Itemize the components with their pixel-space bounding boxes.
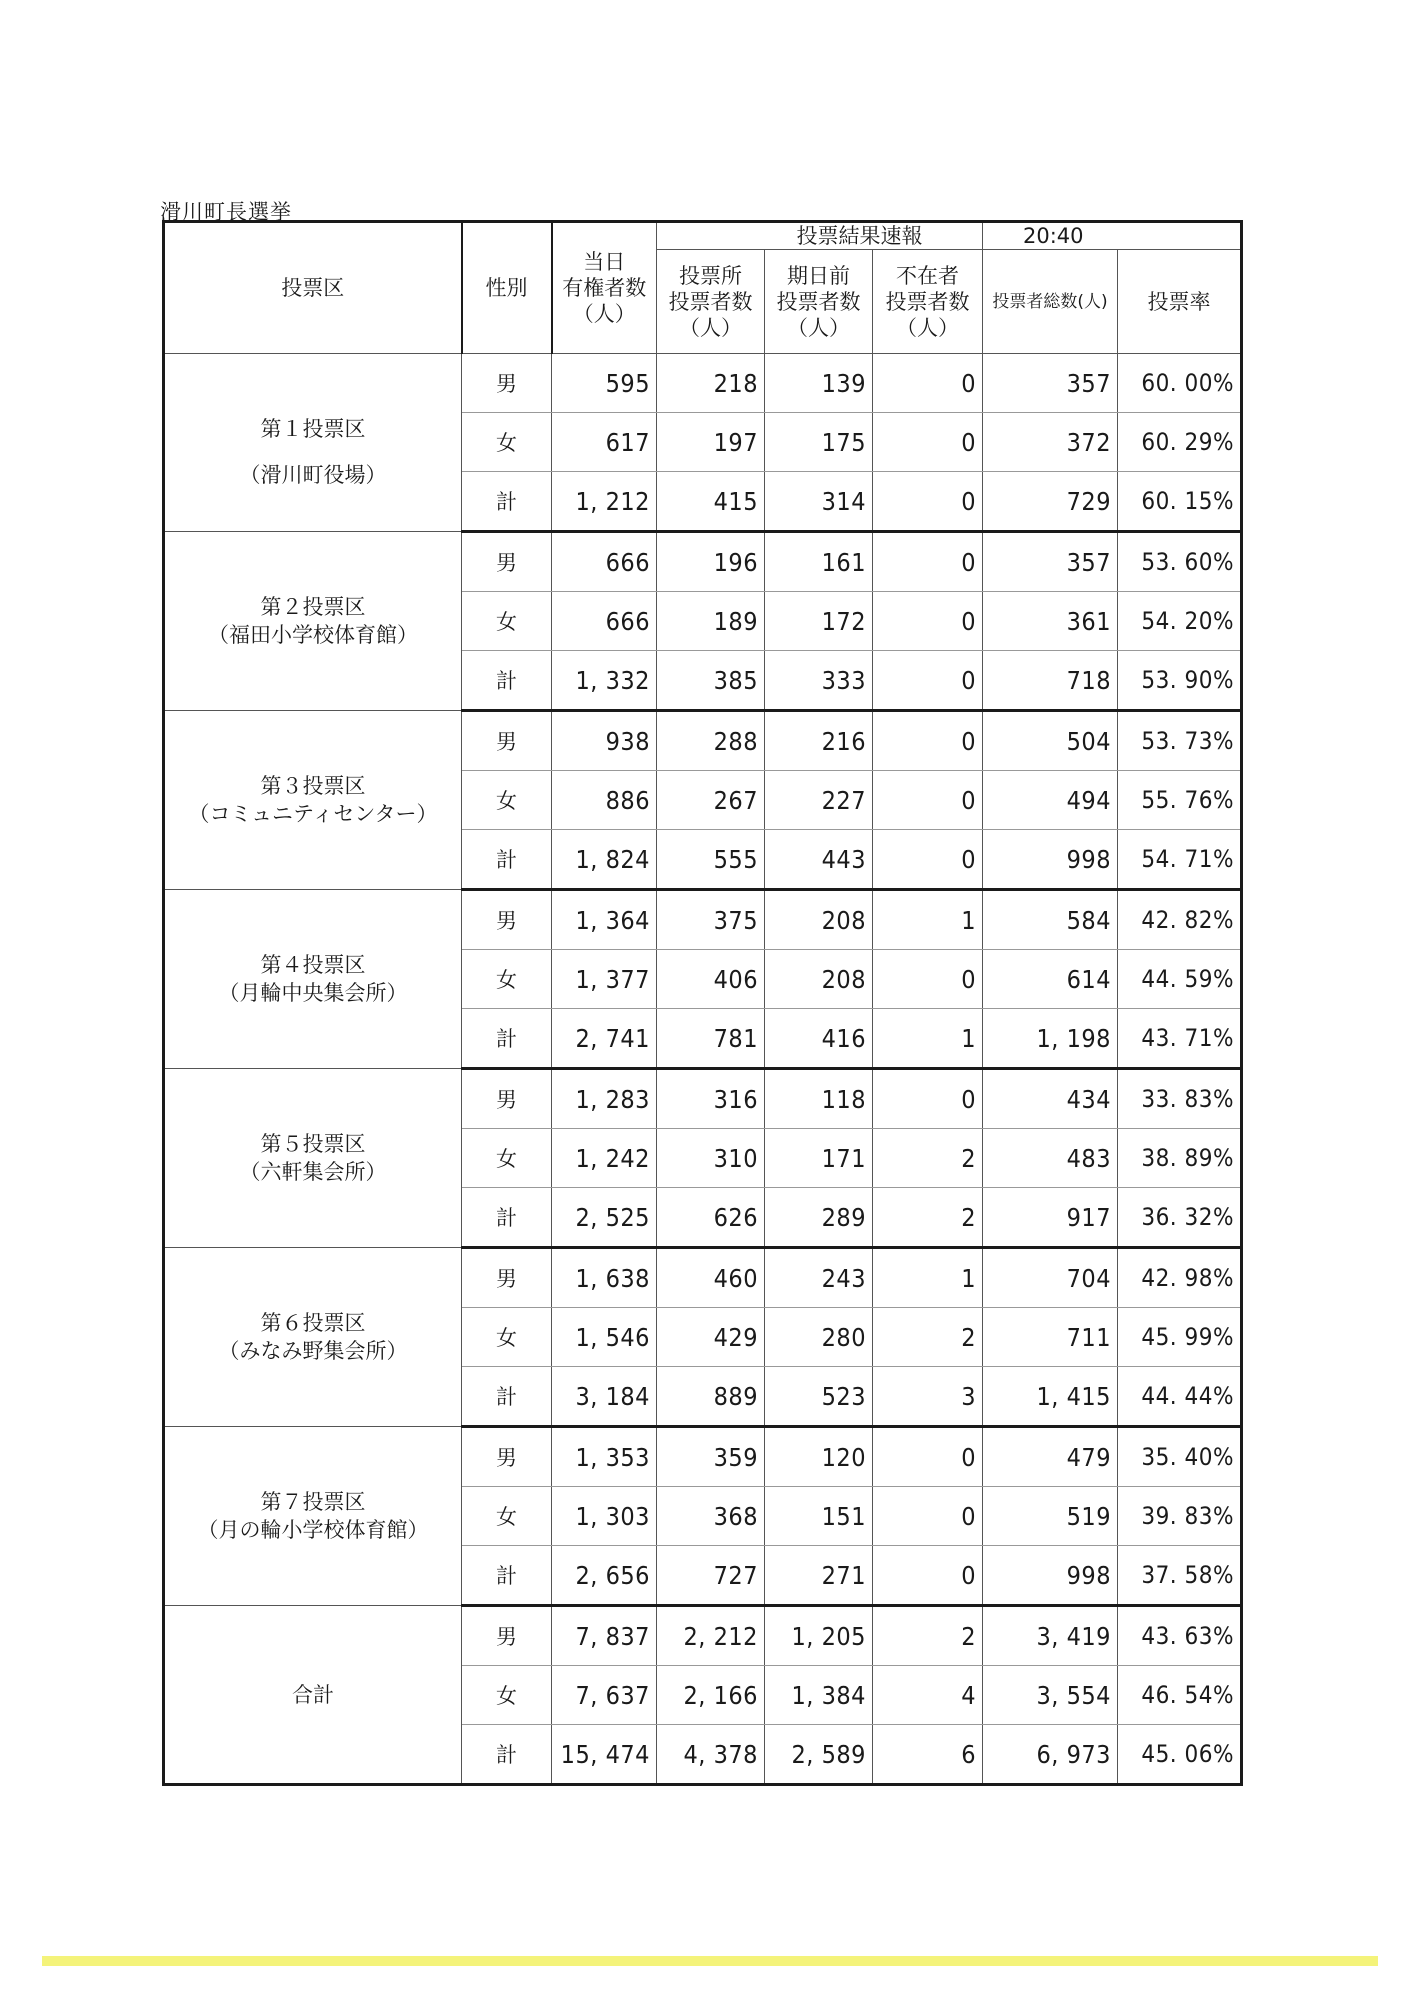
total-cell: 998 [983, 830, 1118, 890]
header-time: 20:40 [983, 222, 1242, 250]
gender-cell: 女 [462, 1129, 552, 1188]
early-cell: 443 [765, 830, 873, 890]
early-cell: 227 [765, 771, 873, 830]
district-cell [164, 532, 462, 711]
early-cell: 280 [765, 1308, 873, 1367]
district-name: 第１投票区 [260, 416, 366, 441]
rate-cell: 44. 59% [1118, 950, 1242, 1009]
polling-cell: 626 [657, 1188, 765, 1248]
district-name: 第３投票区 [260, 774, 366, 798]
total-cell: 479 [983, 1427, 1118, 1487]
table-row [164, 1427, 1242, 1487]
absentee-cell: 0 [873, 771, 983, 830]
gender-cell: 男 [462, 532, 552, 592]
absentee-cell: 2 [873, 1129, 983, 1188]
polling-cell: 197 [657, 413, 765, 472]
gender-cell: 計 [462, 651, 552, 711]
polling-cell: 267 [657, 771, 765, 830]
absentee-cell: 3 [873, 1367, 983, 1427]
electors-cell: 938 [552, 711, 657, 771]
polling-cell: 727 [657, 1546, 765, 1606]
polling-cell: 288 [657, 711, 765, 771]
document-title: 滑川町長選挙 [160, 200, 292, 224]
rate-cell: 60. 15% [1118, 472, 1242, 532]
electors-cell: 595 [552, 354, 657, 413]
rate-cell: 42. 98% [1118, 1248, 1242, 1308]
early-cell: 289 [765, 1188, 873, 1248]
district-place: （六軒集会所） [239, 1160, 387, 1184]
header-absentee-line3: （人） [896, 315, 959, 340]
total-cell: 584 [983, 890, 1118, 950]
total-cell: 614 [983, 950, 1118, 1009]
early-cell: 118 [765, 1069, 873, 1129]
gender-cell: 男 [462, 1427, 552, 1487]
early-cell: 333 [765, 651, 873, 711]
total-cell: 998 [983, 1546, 1118, 1606]
yellow-strip [42, 1956, 1378, 1966]
early-cell: 208 [765, 890, 873, 950]
early-cell: 171 [765, 1129, 873, 1188]
absentee-cell: 0 [873, 1546, 983, 1606]
district-cell [164, 1069, 462, 1248]
table-row [164, 1606, 1242, 1666]
district-cell [164, 1248, 462, 1427]
early-cell: 271 [765, 1546, 873, 1606]
electors-cell: 1, 303 [552, 1487, 657, 1546]
gender-cell: 計 [462, 1188, 552, 1248]
district-cell [164, 890, 462, 1069]
rate-cell: 54. 71% [1118, 830, 1242, 890]
header-absentee [873, 250, 983, 354]
district-cell [164, 711, 462, 890]
absentee-cell: 2 [873, 1308, 983, 1367]
total-cell: 704 [983, 1248, 1118, 1308]
electors-cell: 1, 353 [552, 1427, 657, 1487]
rate-cell: 60. 29% [1118, 413, 1242, 472]
total-cell: 494 [983, 771, 1118, 830]
electors-cell: 666 [552, 532, 657, 592]
electors-cell: 3, 184 [552, 1367, 657, 1427]
table-row [164, 711, 1242, 771]
early-cell: 523 [765, 1367, 873, 1427]
rate-cell: 43. 71% [1118, 1009, 1242, 1069]
total-cell: 1, 415 [983, 1367, 1118, 1427]
header-banner-label: 投票結果速報 [796, 224, 923, 248]
header-total: 投票者総数(人) [983, 250, 1118, 354]
polling-cell: 889 [657, 1367, 765, 1427]
total-cell: 357 [983, 354, 1118, 413]
gender-cell: 女 [462, 1666, 552, 1725]
electors-cell: 2, 525 [552, 1188, 657, 1248]
absentee-cell: 2 [873, 1188, 983, 1248]
early-cell: 1, 205 [765, 1606, 873, 1666]
district-cell [164, 1606, 462, 1785]
electors-cell: 1, 212 [552, 472, 657, 532]
polling-cell: 406 [657, 950, 765, 1009]
total-cell: 372 [983, 413, 1118, 472]
table-row [164, 354, 1242, 413]
rate-cell: 38. 89% [1118, 1129, 1242, 1188]
gender-cell: 計 [462, 472, 552, 532]
electors-cell: 1, 546 [552, 1308, 657, 1367]
electors-cell: 15, 474 [552, 1725, 657, 1785]
header-early-line2: 投票者数 [776, 289, 861, 314]
polling-cell: 316 [657, 1069, 765, 1129]
electors-cell: 617 [552, 413, 657, 472]
electors-cell: 1, 824 [552, 830, 657, 890]
district-name: 第５投票区 [260, 1132, 366, 1156]
district-name: 第４投票区 [260, 953, 366, 977]
gender-cell: 男 [462, 1248, 552, 1308]
total-cell: 504 [983, 711, 1118, 771]
gender-cell: 男 [462, 1069, 552, 1129]
polling-cell: 310 [657, 1129, 765, 1188]
rate-cell: 43. 63% [1118, 1606, 1242, 1666]
electors-cell: 2, 741 [552, 1009, 657, 1069]
gender-cell: 計 [462, 1725, 552, 1785]
results-table [162, 220, 1243, 1786]
table-row [164, 1248, 1242, 1308]
total-cell: 6, 973 [983, 1725, 1118, 1785]
early-cell: 314 [765, 472, 873, 532]
polling-cell: 2, 166 [657, 1666, 765, 1725]
polling-cell: 218 [657, 354, 765, 413]
header-absentee-line1: 不在者 [896, 263, 959, 288]
electors-cell: 7, 637 [552, 1666, 657, 1725]
total-cell: 729 [983, 472, 1118, 532]
rate-cell: 54. 20% [1118, 592, 1242, 651]
rate-cell: 42. 82% [1118, 890, 1242, 950]
rate-cell: 45. 06% [1118, 1725, 1242, 1785]
electors-cell: 1, 377 [552, 950, 657, 1009]
header-district: 投票区 [164, 222, 462, 354]
gender-cell: 女 [462, 771, 552, 830]
total-cell: 361 [983, 592, 1118, 651]
rate-cell: 39. 83% [1118, 1487, 1242, 1546]
district-name: 第７投票区 [260, 1490, 366, 1514]
gender-cell: 計 [462, 1009, 552, 1069]
absentee-cell: 0 [873, 1487, 983, 1546]
gender-cell: 計 [462, 1367, 552, 1427]
polling-cell: 555 [657, 830, 765, 890]
rate-cell: 37. 58% [1118, 1546, 1242, 1606]
electors-cell: 1, 242 [552, 1129, 657, 1188]
early-cell: 161 [765, 532, 873, 592]
header-electors-line1: 当日 [583, 250, 626, 274]
district-place: （コミュニティセンター） [188, 802, 438, 826]
rate-cell: 53. 60% [1118, 532, 1242, 592]
early-cell: 243 [765, 1248, 873, 1308]
early-cell: 172 [765, 592, 873, 651]
electors-cell: 1, 332 [552, 651, 657, 711]
absentee-cell: 1 [873, 890, 983, 950]
header-gender: 性別 [462, 222, 552, 354]
polling-cell: 359 [657, 1427, 765, 1487]
early-cell: 416 [765, 1009, 873, 1069]
total-cell: 3, 419 [983, 1606, 1118, 1666]
header-polling-line2: 投票者数 [668, 289, 753, 314]
polling-cell: 4, 378 [657, 1725, 765, 1785]
electors-cell: 1, 364 [552, 890, 657, 950]
polling-cell: 368 [657, 1487, 765, 1546]
district-place: （福田小学校体育館） [208, 623, 418, 647]
polling-cell: 415 [657, 472, 765, 532]
polling-cell: 385 [657, 651, 765, 711]
absentee-cell: 2 [873, 1606, 983, 1666]
gender-cell: 女 [462, 1487, 552, 1546]
electors-cell: 7, 837 [552, 1606, 657, 1666]
header-polling [657, 250, 765, 354]
rate-cell: 53. 90% [1118, 651, 1242, 711]
absentee-cell: 1 [873, 1009, 983, 1069]
gender-cell: 女 [462, 1308, 552, 1367]
rate-cell: 35. 40% [1118, 1427, 1242, 1487]
rate-cell: 60. 00% [1118, 354, 1242, 413]
total-cell: 1, 198 [983, 1009, 1118, 1069]
polling-cell: 429 [657, 1308, 765, 1367]
rate-cell: 53. 73% [1118, 711, 1242, 771]
total-cell: 718 [983, 651, 1118, 711]
electors-cell: 666 [552, 592, 657, 651]
polling-cell: 781 [657, 1009, 765, 1069]
early-cell: 2, 589 [765, 1725, 873, 1785]
early-cell: 208 [765, 950, 873, 1009]
absentee-cell: 0 [873, 1069, 983, 1129]
total-cell: 711 [983, 1308, 1118, 1367]
table-row [164, 532, 1242, 592]
electors-cell: 2, 656 [552, 1546, 657, 1606]
total-cell: 357 [983, 532, 1118, 592]
absentee-cell: 6 [873, 1725, 983, 1785]
electors-cell: 886 [552, 771, 657, 830]
early-cell: 1, 384 [765, 1666, 873, 1725]
gender-cell: 計 [462, 830, 552, 890]
gender-cell: 女 [462, 950, 552, 1009]
table-row [164, 890, 1242, 950]
absentee-cell: 4 [873, 1666, 983, 1725]
total-cell: 434 [983, 1069, 1118, 1129]
absentee-cell: 0 [873, 472, 983, 532]
absentee-cell: 0 [873, 1427, 983, 1487]
district-name: 合計 [292, 1682, 334, 1707]
total-cell: 3, 554 [983, 1666, 1118, 1725]
rate-cell: 46. 54% [1118, 1666, 1242, 1725]
header-early [765, 250, 873, 354]
polling-cell: 375 [657, 890, 765, 950]
absentee-cell: 0 [873, 651, 983, 711]
early-cell: 216 [765, 711, 873, 771]
early-cell: 175 [765, 413, 873, 472]
electors-cell: 1, 638 [552, 1248, 657, 1308]
absentee-cell: 1 [873, 1248, 983, 1308]
header-rate: 投票率 [1118, 250, 1242, 354]
absentee-cell: 0 [873, 592, 983, 651]
results-body [164, 354, 1242, 1785]
rate-cell: 45. 99% [1118, 1308, 1242, 1367]
header-early-line1: 期日前 [787, 263, 850, 288]
district-place: （月輪中央集会所） [218, 981, 408, 1005]
gender-cell: 女 [462, 592, 552, 651]
gender-cell: 女 [462, 413, 552, 472]
absentee-cell: 0 [873, 532, 983, 592]
rate-cell: 55. 76% [1118, 771, 1242, 830]
absentee-cell: 0 [873, 830, 983, 890]
polling-cell: 189 [657, 592, 765, 651]
absentee-cell: 0 [873, 413, 983, 472]
header-polling-line1: 投票所 [679, 263, 742, 288]
absentee-cell: 0 [873, 354, 983, 413]
header-electors-line3: （人） [572, 302, 636, 326]
rate-cell: 44. 44% [1118, 1367, 1242, 1427]
district-place: （滑川町役場） [239, 462, 387, 487]
gender-cell: 男 [462, 1606, 552, 1666]
polling-cell: 2, 212 [657, 1606, 765, 1666]
district-name: 第６投票区 [260, 1311, 366, 1335]
early-cell: 151 [765, 1487, 873, 1546]
rate-cell: 36. 32% [1118, 1188, 1242, 1248]
electors-cell: 1, 283 [552, 1069, 657, 1129]
district-cell [164, 354, 462, 532]
absentee-cell: 0 [873, 711, 983, 771]
rate-cell: 33. 83% [1118, 1069, 1242, 1129]
total-cell: 917 [983, 1188, 1118, 1248]
total-cell: 483 [983, 1129, 1118, 1188]
header-polling-line3: （人） [679, 315, 742, 340]
total-cell: 519 [983, 1487, 1118, 1546]
header-absentee-line2: 投票者数 [885, 289, 970, 314]
district-place: （みなみ野集会所） [218, 1339, 408, 1363]
district-name: 第２投票区 [260, 595, 366, 619]
early-cell: 120 [765, 1427, 873, 1487]
polling-cell: 460 [657, 1248, 765, 1308]
gender-cell: 男 [462, 354, 552, 413]
absentee-cell: 0 [873, 950, 983, 1009]
table-row [164, 1069, 1242, 1129]
gender-cell: 男 [462, 890, 552, 950]
district-cell [164, 1427, 462, 1606]
header-early-line3: （人） [787, 315, 850, 340]
gender-cell: 男 [462, 711, 552, 771]
header-electors-line2: 有権者数 [562, 276, 647, 300]
gender-cell: 計 [462, 1546, 552, 1606]
district-place: （月の輪小学校体育館） [197, 1518, 429, 1542]
polling-cell: 196 [657, 532, 765, 592]
early-cell: 139 [765, 354, 873, 413]
header-banner [657, 222, 983, 250]
header-electors [552, 222, 657, 354]
